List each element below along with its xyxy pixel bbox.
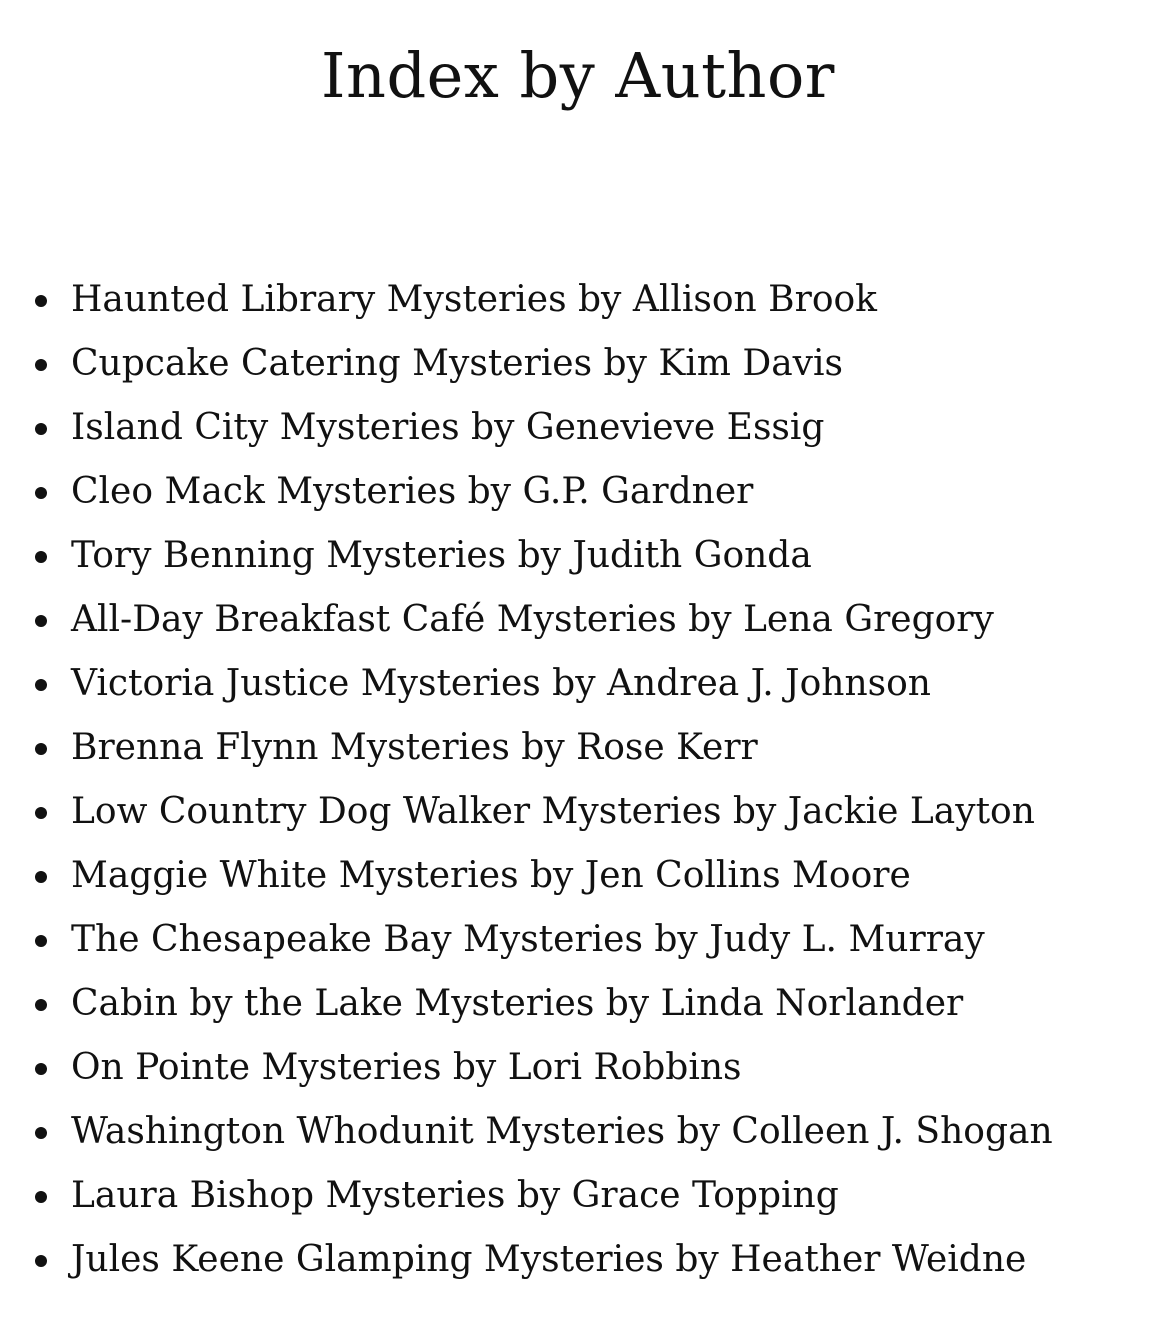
list-item-text[interactable]: Washington Whodunit Mysteries by Colleen J. Shogan bbox=[71, 1111, 1053, 1152]
bullet-icon bbox=[35, 1255, 47, 1267]
bullet-icon bbox=[35, 807, 47, 819]
bullet-icon bbox=[35, 615, 47, 627]
list-item[interactable] bbox=[0, 332, 1156, 396]
list-item[interactable] bbox=[0, 460, 1156, 524]
list-item-text[interactable]: Victoria Justice Mysteries by Andrea J. Johnson bbox=[71, 663, 931, 704]
list-item-text[interactable]: Haunted Library Mysteries by Allison Brook bbox=[71, 279, 877, 320]
bullet-icon bbox=[35, 359, 47, 371]
list-item[interactable] bbox=[0, 652, 1156, 716]
list-item-text[interactable]: Tory Benning Mysteries by Judith Gonda bbox=[71, 535, 812, 576]
list-item[interactable] bbox=[0, 1164, 1156, 1228]
bullet-icon bbox=[35, 871, 47, 883]
list-item-text[interactable]: Brenna Flynn Mysteries by Rose Kerr bbox=[71, 727, 758, 768]
list-item-text[interactable]: The Chesapeake Bay Mysteries by Judy L. Murray bbox=[71, 919, 985, 960]
bullet-icon bbox=[35, 679, 47, 691]
list-item[interactable] bbox=[0, 780, 1156, 844]
list-item[interactable] bbox=[0, 972, 1156, 1036]
list-item-text[interactable]: Island City Mysteries by Genevieve Essig bbox=[71, 407, 825, 448]
list-item[interactable] bbox=[0, 716, 1156, 780]
bullet-icon bbox=[35, 935, 47, 947]
bullet-icon bbox=[35, 423, 47, 435]
list-item-text[interactable]: Jules Keene Glamping Mysteries by Heather Weidne bbox=[71, 1239, 1027, 1280]
bullet-icon bbox=[35, 295, 47, 307]
list-item[interactable] bbox=[0, 524, 1156, 588]
list-item-text[interactable]: On Pointe Mysteries by Lori Robbins bbox=[71, 1047, 742, 1088]
list-item[interactable] bbox=[0, 844, 1156, 908]
list-item-text[interactable]: Cupcake Catering Mysteries by Kim Davis bbox=[71, 343, 843, 384]
bullet-icon bbox=[35, 1063, 47, 1075]
list-item-text[interactable]: Cabin by the Lake Mysteries by Linda Norlander bbox=[71, 983, 964, 1024]
list-item-text[interactable]: Low Country Dog Walker Mysteries by Jackie Layton bbox=[71, 791, 1035, 832]
list-item-text[interactable]: All-Day Breakfast Café Mysteries by Lena Gregory bbox=[71, 599, 994, 640]
list-item-text[interactable]: Cleo Mack Mysteries by G.P. Gardner bbox=[71, 471, 754, 512]
list-item[interactable] bbox=[0, 588, 1156, 652]
list-item[interactable] bbox=[0, 396, 1156, 460]
author-index-list bbox=[0, 268, 1156, 1292]
page-title: Index by Author bbox=[321, 39, 835, 112]
bullet-icon bbox=[35, 1127, 47, 1139]
bullet-icon bbox=[35, 999, 47, 1011]
bullet-icon bbox=[35, 551, 47, 563]
list-item[interactable] bbox=[0, 1100, 1156, 1164]
bullet-icon bbox=[35, 487, 47, 499]
list-item-text[interactable]: Laura Bishop Mysteries by Grace Topping bbox=[71, 1175, 839, 1216]
bullet-icon bbox=[35, 743, 47, 755]
list-item[interactable] bbox=[0, 908, 1156, 972]
list-item[interactable] bbox=[0, 268, 1156, 332]
list-item[interactable] bbox=[0, 1228, 1156, 1292]
list-item-text[interactable]: Maggie White Mysteries by Jen Collins Moore bbox=[71, 855, 911, 896]
list-item[interactable] bbox=[0, 1036, 1156, 1100]
bullet-icon bbox=[35, 1191, 47, 1203]
